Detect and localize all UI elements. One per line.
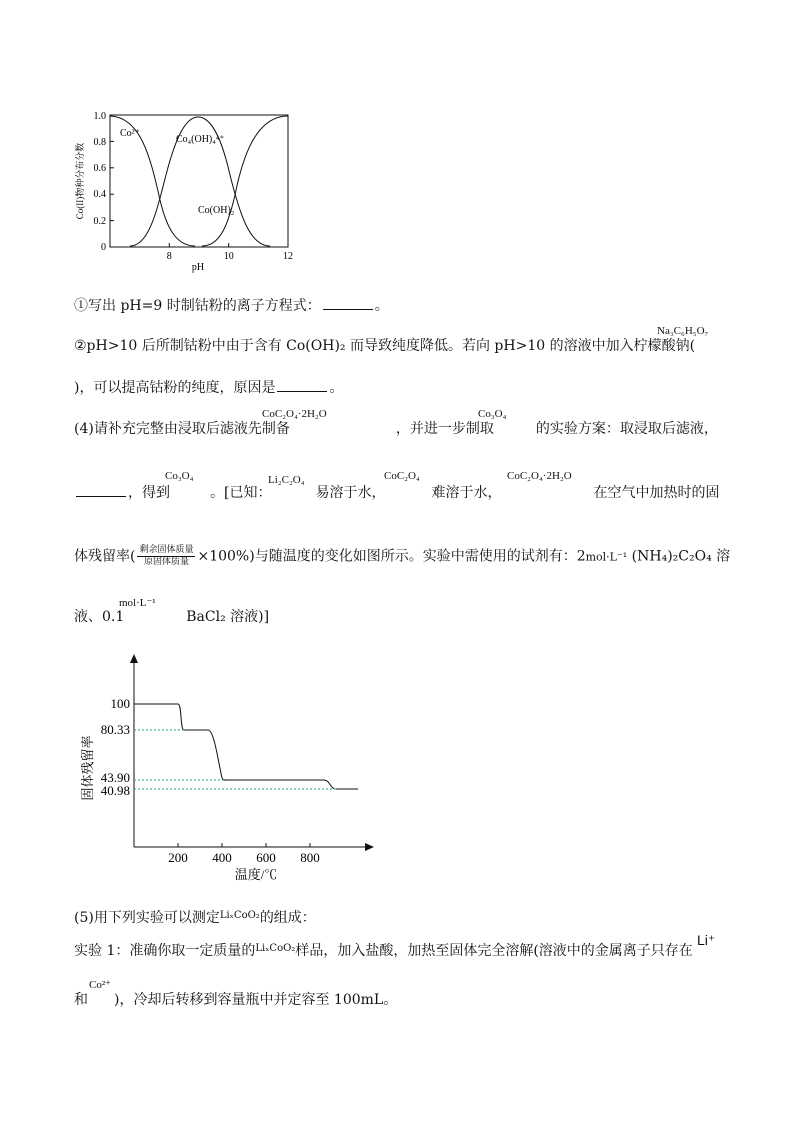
q5-line-2 (74, 940, 693, 960)
chart1-ylabel: Co(II)物种分布分数 (75, 142, 85, 220)
chart2-xtick-600: 600 (256, 850, 276, 865)
q4-text-d: ，得到 (128, 485, 170, 501)
q4-text-l: (NH₄)₂C₂O₄ 溶 (631, 548, 731, 565)
chart2-ylabel-80: 80.33 (100, 722, 130, 737)
q4-text-i: 在空气中加热时的固 (593, 485, 720, 501)
q5-text-b: 的组成： (259, 910, 316, 926)
chart1-ytick-3: 0.6 (93, 163, 106, 174)
q4-text-e: 。[已知： (210, 485, 272, 501)
q3-2b-text: )，可以提高钴粉的纯度，原因是 (74, 380, 276, 396)
chart1-xtick-10: 10 (223, 251, 234, 262)
q5-text-c: 实验 1：准确你取一定质量的 (74, 943, 256, 959)
species-distribution-chart (70, 105, 305, 275)
formula-lithium-oxalate: Li₂C₂O₄ (268, 474, 305, 486)
label-cooh2: Co(OH)₂ (198, 205, 235, 216)
formula-cobalt-oxalate: CoC₂O₄ (384, 470, 420, 482)
cobalt-ion: Co²⁺ (89, 979, 111, 991)
q4-text-n: BaCl₂ 溶液)] (186, 609, 270, 625)
formula-cobalt-oxalate-dihydrate: CoC₂O₄·2H₂O (262, 408, 327, 420)
formula-sodium-citrate: Na₃C₆H₅O₇ (657, 325, 709, 337)
residue-fraction (137, 545, 195, 568)
formula-co3o4: Co₃O₄ (478, 408, 507, 420)
q5-text-d: 样品，加入盐酸，加热至固体完全溶解(溶液中的金属离子只存在 (295, 943, 693, 959)
chart2-xtick-400: 400 (212, 850, 232, 865)
chart2-xtick-800: 800 (300, 850, 320, 865)
answer-blank[interactable] (277, 379, 327, 392)
q3-2-text: ②pH>10 后所制钴粉中由于含有 Co(OH)₂ 而导致纯度降低。若向 pH>10 的溶液中加入柠檬酸钠( (74, 338, 696, 354)
q5-text-g: )，冷却后转移到容量瓶中并定容至 100mL。 (114, 992, 398, 1008)
q4-text-g: 易溶于水， (315, 485, 386, 501)
q3-1-text: ①写出 pH=9 时制钴粉的离子方程式： (74, 298, 321, 314)
q4-text-a: (4)请补充完整由浸取后滤液先制备 (74, 421, 290, 437)
chart2-y-arrow (130, 654, 138, 663)
chart1-ytick-2: 0.8 (93, 137, 106, 148)
fraction-denominator: 原固体质量 (143, 557, 189, 567)
q3-2-line (74, 337, 695, 355)
chart2-x-arrow (365, 843, 374, 851)
q5-text-a: (5)用下列实验可以测定 (74, 910, 220, 926)
chart1-ytick-6: 0 (101, 242, 106, 253)
formula-cobalt-oxalate-hydrate: CoC₂O₄·2H₂O (507, 470, 572, 482)
q4-text-k: ×100%)与随温度的变化如图所示。实验中需使用的试剂有：2 (197, 548, 586, 565)
residue-curve (134, 704, 358, 789)
q5-line-1 (74, 907, 316, 927)
answer-blank[interactable] (323, 297, 373, 310)
q4-line-1 (74, 420, 718, 438)
chart1-ytick-5: 0.2 (93, 216, 106, 227)
chart1-xtick-8: 8 (166, 251, 172, 262)
unit-molarity-2: mol·L⁻¹ (119, 597, 156, 609)
thermal-residue-chart (74, 650, 394, 885)
formula-lixcoo2-sample: LiₓCoO₂ (255, 943, 296, 954)
lithium-ion: Li⁺ (697, 932, 716, 948)
unit-molarity: mol·L⁻¹ (585, 550, 628, 564)
q3-2b-line (74, 379, 343, 397)
formula-co3o4-product: Co₃O₄ (165, 470, 194, 482)
q5-text-e: 和 (74, 992, 88, 1008)
q4-text-h: 难溶于水， (431, 485, 502, 501)
label-co4oh4: Co₄(OH)₄⁴⁺ (176, 134, 225, 145)
chart2-ylabel: 固体残留率 (80, 735, 95, 801)
chart1-ytick-1: 1.0 (93, 111, 106, 122)
q4-line-3 (74, 545, 730, 568)
chart2-ylabel-100: 100 (110, 696, 130, 711)
chart1-xtick-12: 12 (283, 251, 293, 262)
answer-blank[interactable] (76, 484, 126, 497)
q4-text-b: ，并进一步制取 (395, 421, 494, 437)
q4-text-m: 液、0.1 (74, 609, 125, 625)
formula-lixcoo2: LiₓCoO₂ (219, 910, 260, 921)
chart2-xlabel: 温度/℃ (234, 867, 278, 882)
label-co2plus: Co²⁺ (120, 128, 140, 139)
q3-2b-end: 。 (329, 380, 344, 396)
chart1-ytick-4: 0.4 (93, 189, 106, 200)
q5-line-3 (74, 991, 397, 1009)
q3-1-end: 。 (374, 298, 389, 314)
chart2-xtick-200: 200 (168, 850, 188, 865)
q4-text-j: 体残留率( (74, 548, 136, 565)
q4-line-2 (74, 484, 719, 502)
fraction-numerator: 剩余固体质量 (139, 545, 194, 555)
q3-1-line (74, 297, 389, 315)
chart1-xlabel: pH (191, 262, 205, 273)
q4-line-4 (74, 608, 269, 626)
chart2-ylabel-43: 43.90 (100, 770, 130, 785)
chart2-ylabel-40: 40.98 (100, 783, 130, 798)
q4-text-c: 的实验方案：取浸取后滤液， (535, 421, 718, 437)
